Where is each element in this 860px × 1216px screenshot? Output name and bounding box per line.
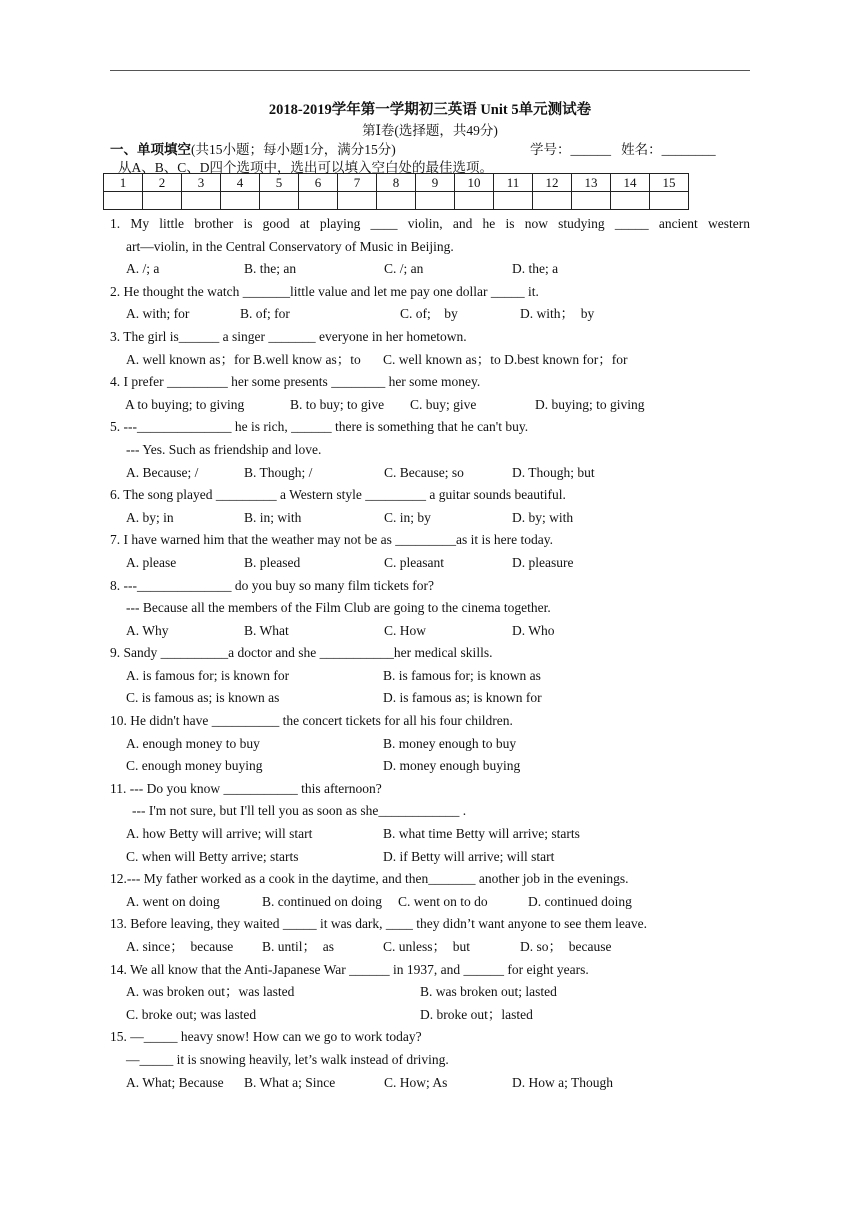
page-subtitle: 第Ⅰ卷(选择题，共49分) bbox=[362, 123, 498, 138]
option-row bbox=[110, 755, 750, 778]
option-row bbox=[110, 936, 750, 959]
option-row bbox=[110, 462, 750, 485]
option-row bbox=[110, 258, 750, 281]
answer-blank-cell[interactable] bbox=[455, 192, 494, 210]
answer-number-cell: 8 bbox=[377, 174, 416, 192]
answer-number-cell: 5 bbox=[260, 174, 299, 192]
answer-option[interactable]: B. What a; Since bbox=[244, 1074, 336, 1090]
question-stem: art—violin, in the Central Conservatory of Music in Beijing. bbox=[126, 238, 454, 254]
question-stem: 8. ---______________ do you buy so many film tickets for? bbox=[110, 577, 434, 593]
student-info bbox=[530, 138, 716, 158]
student-name-field[interactable]: 姓名：________ bbox=[621, 142, 716, 157]
answer-blank-cell[interactable] bbox=[494, 192, 533, 210]
question-stem: —_____ it is snowing heavily, let’s walk instead of driving. bbox=[126, 1051, 449, 1067]
answer-blank-cell[interactable] bbox=[611, 192, 650, 210]
question-stem: --- I'm not sure, but I'll tell you as soon as she____________ . bbox=[132, 803, 467, 819]
option-row bbox=[110, 620, 750, 643]
question-item bbox=[110, 416, 750, 484]
question-item bbox=[110, 913, 750, 958]
question-stem: --- Yes. Such as friendship and love. bbox=[126, 441, 322, 457]
answer-blank-cell[interactable] bbox=[572, 192, 611, 210]
answer-option[interactable]: B. What bbox=[244, 622, 289, 638]
option-row bbox=[110, 846, 750, 869]
answer-option[interactable]: B. is famous for; is known as bbox=[383, 667, 541, 683]
answer-blank-cell[interactable] bbox=[221, 192, 260, 210]
question-item bbox=[110, 213, 750, 281]
answer-option[interactable]: C. broke out; was lasted bbox=[126, 1006, 257, 1022]
question-stem: 14. We all know that the Anti-Japanese War ______ in 1937, and ______ for eight years. bbox=[110, 961, 589, 977]
answer-option[interactable]: A. how Betty will arrive; will start bbox=[126, 826, 313, 842]
question-item bbox=[110, 1026, 750, 1094]
question-item bbox=[110, 484, 750, 529]
question-stem: 12.--- My father worked as a cook in the daytime, and then_______ another job in the evenings. bbox=[110, 871, 629, 887]
question-stem: 15. —_____ heavy snow! How can we go to work today? bbox=[110, 1029, 422, 1045]
top-rule bbox=[110, 70, 750, 71]
answer-option[interactable]: D. is famous as; is known for bbox=[383, 690, 542, 706]
option-row bbox=[110, 1072, 750, 1095]
question-item bbox=[110, 778, 750, 868]
question-stem: 1. My little brother is good at playing ____ violin, and he is now studying _____ ancient western bbox=[110, 216, 750, 231]
answer-blank-cell[interactable] bbox=[416, 192, 455, 210]
answer-blank-cell[interactable] bbox=[650, 192, 689, 210]
answer-option[interactable]: B. continued on doing bbox=[262, 893, 382, 909]
answer-number-cell: 6 bbox=[299, 174, 338, 192]
answer-option[interactable]: A. was broken out；was lasted bbox=[126, 984, 295, 1000]
answer-option[interactable]: A. please bbox=[126, 554, 177, 570]
answer-blank-cell[interactable] bbox=[143, 192, 182, 210]
answer-option[interactable]: D. so； because bbox=[520, 939, 612, 954]
answer-option[interactable]: C. well known as；to D.best known for；for bbox=[383, 351, 628, 367]
option-row bbox=[110, 665, 750, 688]
answer-option[interactable]: C. of; by bbox=[400, 306, 458, 322]
answer-number-cell: 14 bbox=[611, 174, 650, 192]
page-title: 2018-2019学年第一学期初三英语 Unit 5单元测试卷 bbox=[268, 102, 592, 118]
answer-option[interactable]: D. if Betty will arrive; will start bbox=[383, 848, 555, 864]
option-row bbox=[110, 394, 750, 417]
answer-option[interactable]: A. /; a bbox=[126, 261, 160, 277]
answer-blank-cell[interactable] bbox=[104, 192, 143, 210]
question-stem: --- Because all the members of the Film Club are going to the cinema together. bbox=[126, 600, 551, 616]
answer-blank-cell[interactable] bbox=[377, 192, 416, 210]
answer-option[interactable]: D. Though; but bbox=[512, 464, 595, 480]
option-row bbox=[110, 1004, 750, 1027]
answer-option[interactable]: D. continued doing bbox=[528, 893, 632, 909]
answer-option[interactable]: B. to buy; to give bbox=[290, 396, 385, 412]
question-list bbox=[110, 213, 750, 1094]
answer-number-cell: 12 bbox=[533, 174, 572, 192]
answer-number-cell: 13 bbox=[572, 174, 611, 192]
student-number-field[interactable]: 学号：______ bbox=[530, 142, 611, 157]
answer-number-row bbox=[104, 174, 689, 192]
answer-option[interactable]: C. buy; give bbox=[410, 396, 477, 412]
question-item bbox=[110, 326, 750, 371]
answer-option[interactable]: C. went on to do bbox=[398, 893, 488, 909]
answer-option[interactable]: B. was broken out; lasted bbox=[420, 984, 557, 1000]
answer-option[interactable]: D. money enough buying bbox=[383, 758, 521, 774]
question-stem: 13. Before leaving, they waited _____ it was dark, ____ they didn’t want anyone to see them leave. bbox=[110, 916, 647, 932]
question-item bbox=[110, 371, 750, 416]
answer-option[interactable]: B. money enough to buy bbox=[383, 735, 517, 751]
answer-option[interactable]: D. by; with bbox=[512, 509, 574, 525]
answer-option[interactable]: A. with; for bbox=[126, 306, 190, 322]
option-row bbox=[110, 891, 750, 914]
answer-option[interactable]: A. What; Because bbox=[126, 1074, 224, 1090]
answer-option[interactable]: D. How a; Though bbox=[512, 1074, 613, 1090]
answer-option[interactable]: D. buying; to giving bbox=[535, 396, 645, 412]
instruction: 从A、B、C、D四个选项中，选出可以填入空白处的最佳选项。 bbox=[118, 160, 494, 175]
answer-blank-cell[interactable] bbox=[299, 192, 338, 210]
section-detail: (共15小题；每小题1分，满分15分) bbox=[191, 142, 396, 157]
option-row bbox=[110, 303, 750, 326]
answer-option[interactable]: C. in; by bbox=[384, 509, 431, 525]
question-stem: 4. I prefer _________ her some presents ________ her some money. bbox=[110, 374, 481, 390]
answer-option[interactable]: A. since； because bbox=[126, 939, 234, 954]
answer-number-cell: 3 bbox=[182, 174, 221, 192]
option-row bbox=[110, 507, 750, 530]
answer-option[interactable]: B. the; an bbox=[244, 261, 297, 277]
option-row bbox=[110, 552, 750, 575]
answer-option[interactable]: B. Though; / bbox=[244, 464, 313, 480]
option-row bbox=[110, 687, 750, 710]
answer-option[interactable]: A. Because; / bbox=[126, 464, 199, 480]
answer-blank-cell[interactable] bbox=[182, 192, 221, 210]
question-stem: 6. The song played _________ a Western style _________ a guitar sounds beautiful. bbox=[110, 487, 566, 503]
answer-option[interactable]: C. How bbox=[384, 622, 427, 638]
answer-number-cell: 1 bbox=[104, 174, 143, 192]
question-stem: 7. I have warned him that the weather may not be as _________as it is here today. bbox=[110, 532, 553, 548]
answer-option[interactable]: C. /; an bbox=[384, 261, 424, 277]
answer-number-cell: 10 bbox=[455, 174, 494, 192]
answer-option[interactable]: D. with； by bbox=[520, 306, 595, 322]
answer-number-cell: 4 bbox=[221, 174, 260, 192]
question-stem: 11. --- Do you know ___________ this afternoon? bbox=[110, 780, 382, 796]
answer-number-cell: 15 bbox=[650, 174, 689, 192]
answer-option[interactable]: B. pleased bbox=[244, 554, 301, 570]
option-row bbox=[110, 981, 750, 1004]
option-row bbox=[110, 823, 750, 846]
answer-table bbox=[103, 173, 689, 210]
answer-number-cell: 11 bbox=[494, 174, 533, 192]
answer-option[interactable]: D. broke out；lasted bbox=[420, 1006, 533, 1022]
answer-option[interactable]: A. is famous for; is known for bbox=[126, 667, 290, 683]
question-stem: 2. He thought the watch _______little value and let me pay one dollar _____ it. bbox=[110, 283, 539, 299]
answer-option[interactable]: B. what time Betty will arrive; starts bbox=[383, 826, 580, 842]
answer-option[interactable]: B. of; for bbox=[240, 306, 290, 322]
answer-option[interactable]: C. How; As bbox=[384, 1074, 448, 1090]
question-item bbox=[110, 868, 750, 913]
answer-blank-row bbox=[104, 192, 689, 210]
answer-option[interactable]: C. enough money buying bbox=[126, 758, 263, 774]
answer-blank-cell[interactable] bbox=[338, 192, 377, 210]
option-row bbox=[110, 733, 750, 756]
answer-option[interactable]: C. pleasant bbox=[384, 554, 444, 570]
answer-option[interactable]: D. pleasure bbox=[512, 554, 574, 570]
answer-number-cell: 2 bbox=[143, 174, 182, 192]
answer-option[interactable]: A. Why bbox=[126, 622, 169, 638]
question-stem: 5. ---______________ he is rich, ______ there is something that he can't buy. bbox=[110, 419, 529, 435]
answer-option[interactable]: D. the; a bbox=[512, 261, 559, 277]
answer-option[interactable]: C. when will Betty arrive; starts bbox=[126, 848, 299, 864]
question-item bbox=[110, 710, 750, 778]
answer-blank-cell[interactable] bbox=[260, 192, 299, 210]
question-stem: 10. He didn't have __________ the concert tickets for all his four children. bbox=[110, 713, 513, 729]
question-stem: 3. The girl is______ a singer _______ everyone in her hometown. bbox=[110, 328, 467, 344]
answer-option[interactable]: A to buying; to giving bbox=[125, 396, 245, 412]
answer-blank-cell[interactable] bbox=[533, 192, 572, 210]
option-row bbox=[110, 349, 750, 372]
question-item bbox=[110, 575, 750, 643]
question-item bbox=[110, 529, 750, 574]
answer-option[interactable]: A. went on doing bbox=[126, 893, 220, 909]
answer-option[interactable]: C. unless； but bbox=[383, 939, 471, 954]
answer-option[interactable]: B. in; with bbox=[244, 509, 302, 525]
question-stem: 9. Sandy __________a doctor and she ___________her medical skills. bbox=[110, 645, 493, 661]
section-title bbox=[110, 138, 396, 158]
section-header bbox=[110, 138, 750, 156]
answer-number-cell: 9 bbox=[416, 174, 455, 192]
question-item bbox=[110, 959, 750, 1027]
section-label: 一、单项填空 bbox=[110, 142, 191, 157]
question-item bbox=[110, 281, 750, 326]
question-item bbox=[110, 642, 750, 710]
answer-option[interactable]: A. by; in bbox=[126, 509, 174, 525]
answer-number-cell: 7 bbox=[338, 174, 377, 192]
answer-option[interactable]: D. Who bbox=[512, 622, 555, 638]
answer-option[interactable]: A. enough money to buy bbox=[126, 735, 260, 751]
answer-option[interactable]: B. until； as bbox=[262, 939, 335, 954]
answer-option[interactable]: C. Because; so bbox=[384, 464, 464, 480]
answer-option[interactable]: A. well known as；for B.well know as；to bbox=[126, 351, 361, 367]
answer-option[interactable]: C. is famous as; is known as bbox=[126, 690, 280, 706]
